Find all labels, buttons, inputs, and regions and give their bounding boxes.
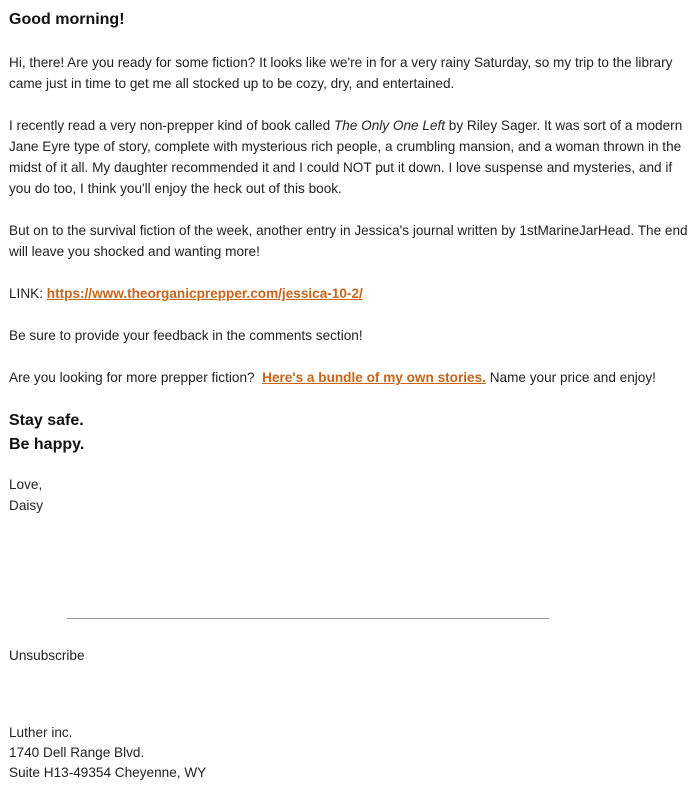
more-fiction-paragraph [9,367,691,388]
address-suite-city: Suite H13-49354 Cheyenne, WY [9,765,207,780]
signoff [9,409,691,457]
book-title: The Only One Left [333,118,446,133]
closing [9,474,691,516]
unsubscribe-link[interactable]: Unsubscribe [9,648,85,663]
email-body [9,10,691,516]
story-link[interactable]: https://www.theorganicprepper.com/jessica-10-2/ [46,286,363,301]
footer-divider [67,618,549,619]
closing-name: Daisy [9,498,43,513]
link-label: LINK: [9,286,47,301]
book-text-after: by Riley Sager. It was sort of a modern Jane Eyre type of story, complete with mysterious rich people, a crumbling mansion, and a woman thrown in the midst of it all. My daughter recommended it and I could NOT put it down. I love suspense and mysteries, and if you do too, I think you'll enjoy the heck out of this book. [9,118,683,196]
address-company: Luther inc. [9,725,73,740]
book-paragraph [9,115,691,199]
address-street: 1740 Dell Range Blvd. [9,745,145,760]
book-text-before: I recently read a very non-prepper kind of book called [9,118,334,133]
survival-paragraph: But on to the survival fiction of the week, another entry in Jessica's journal written by 1stMarineJarHead. The end will leave you shocked and wanting more! [9,223,688,259]
more-text-after: Name your price and enjoy! [485,370,656,385]
bundle-link[interactable]: Here's a bundle of my own stories. [262,370,486,385]
more-text-before: Are you looking for more prepper fiction? [9,370,263,385]
signoff-line-1: Stay safe. [9,412,84,429]
link-paragraph [9,283,691,304]
closing-love: Love, [9,477,43,492]
signoff-line-2: Be happy. [9,436,85,453]
feedback-paragraph: Be sure to provide your feedback in the comments section! [9,328,363,343]
intro-paragraph: Hi, there! Are you ready for some fiction? It looks like we're in for a very rainy Saturday, so my trip to the library came just in time to get me all stocked up to be cozy, dry, and entertained. [9,55,673,91]
mailing-address [9,723,206,783]
greeting-heading: Good morning! [9,11,125,28]
